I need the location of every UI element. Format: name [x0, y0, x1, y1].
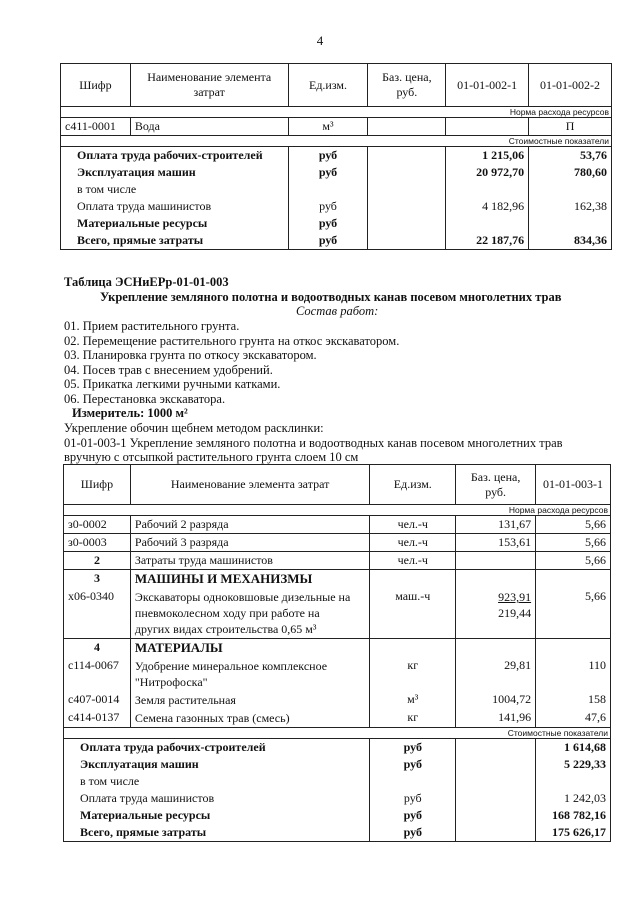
- header-col-1: 01-01-003-1: [536, 465, 611, 505]
- materials-section: [64, 639, 611, 658]
- table-row: [64, 709, 611, 728]
- cell-value-2: П: [529, 118, 612, 136]
- summary-name: Эксплуатация машин: [61, 164, 289, 181]
- cell-name: [130, 709, 369, 728]
- description-line-2: вручную с отсыпкой растительного грунта слоем 10 см: [64, 450, 359, 464]
- table-row: [64, 691, 611, 709]
- cell-name-line: Земля растительная: [134, 693, 236, 707]
- table-subtitle: Укрепление земляного полотна и водоотводных канав посевом многолетних трав: [100, 290, 562, 304]
- meter-label: Измеритель: 1000 м²: [72, 406, 188, 420]
- step-item: 03. Планировка грунта по откосу экскаватором.: [64, 348, 317, 363]
- header-unit: Ед.изм.: [370, 465, 456, 505]
- cell-value: 5,66: [536, 588, 611, 639]
- step-item: 02. Перемещение растительного грунта на откос экскаватором.: [64, 333, 400, 348]
- cell-code: з0-0002: [64, 516, 131, 534]
- cell-unit: чел.-ч: [370, 516, 456, 534]
- summary-row: [64, 739, 611, 757]
- summary-name: в том числе: [64, 773, 370, 790]
- cell-price: 131,67: [456, 516, 536, 534]
- header-col-2: 01-01-002-2: [529, 64, 612, 107]
- summary-name: Эксплуатация машин: [64, 756, 370, 773]
- header-name: Наименование элемента затрат: [130, 465, 369, 505]
- summary-name: Материальные ресурсы: [64, 807, 370, 824]
- cell-name: Затраты труда машинистов: [130, 552, 369, 570]
- summary-price: [456, 790, 536, 807]
- cell-price: [368, 118, 446, 136]
- summary-price: [368, 147, 446, 165]
- summary-price: [456, 807, 536, 824]
- table-title: Таблица ЭСНиЕРр-01-01-003: [64, 275, 229, 289]
- summary-price: [368, 215, 446, 232]
- summary-value-1: 1 215,06: [446, 147, 529, 165]
- summary-price: [456, 773, 536, 790]
- summary-name: Оплата труда машинистов: [61, 198, 289, 215]
- cell-code: 2: [64, 552, 131, 570]
- resource-table-2: [63, 464, 611, 842]
- cell-price: [456, 552, 536, 570]
- summary-value-1: 4 182,96: [446, 198, 529, 215]
- summary-name: Всего, прямые затраты: [64, 824, 370, 842]
- summary-unit: руб: [288, 164, 368, 181]
- step-item: 05. Прикатка легкими ручными катками.: [64, 377, 281, 392]
- cell-price: 1004,72: [456, 691, 536, 709]
- page-number: 4: [316, 33, 324, 48]
- cell-name: Рабочий 3 разряда: [130, 534, 369, 552]
- cell-unit: чел.-ч: [370, 552, 456, 570]
- composition-heading: Состав работ:: [296, 304, 379, 318]
- header-col-1: 01-01-002-1: [446, 64, 529, 107]
- summary-price: [368, 198, 446, 215]
- summary-name: Оплата труда рабочих-строителей: [64, 739, 370, 757]
- table-row: [64, 657, 611, 691]
- summary-value: [536, 773, 611, 790]
- summary-unit: руб: [370, 739, 456, 757]
- summary-row: [61, 164, 612, 181]
- cell-code: с411-0001: [61, 118, 131, 136]
- summary-unit: руб: [288, 147, 368, 165]
- cell-price: 141,96: [456, 709, 536, 728]
- cell-name-line: других видах строительства 0,65 м³: [134, 622, 317, 636]
- cell-name: Вода: [130, 118, 288, 136]
- summary-price: [368, 164, 446, 181]
- cell-name-line: пневмоколесном ходу при работе на: [134, 606, 320, 620]
- summary-value-2: [529, 215, 612, 232]
- cell-unit: кг: [370, 709, 456, 728]
- cell-value: 5,66: [536, 552, 611, 570]
- note-text: Укрепление обочин щебнем методом расклинки:: [64, 421, 324, 435]
- header-price: Баз. цена, руб.: [456, 465, 536, 505]
- cell-price: 29,81: [456, 657, 536, 691]
- cell-price: 153,61: [456, 534, 536, 552]
- summary-unit: руб: [370, 756, 456, 773]
- cost-label: Стоимостные показатели: [64, 728, 611, 739]
- summary-value: 5 229,33: [536, 756, 611, 773]
- summary-name: Оплата труда рабочих-строителей: [61, 147, 289, 165]
- summary-value-2: 780,60: [529, 164, 612, 181]
- step-item: 01. Прием растительного грунта.: [64, 319, 240, 333]
- summary-value: 168 782,16: [536, 807, 611, 824]
- cell-value: 5,66: [536, 534, 611, 552]
- summary-row: [64, 824, 611, 842]
- summary-row: [61, 215, 612, 232]
- cell-price: 219,44: [498, 606, 532, 620]
- table-row: [64, 552, 611, 570]
- cell-price: 923,91: [498, 590, 532, 604]
- summary-name: Всего, прямые затраты: [61, 232, 289, 250]
- cell-value: 47,6: [536, 709, 611, 728]
- cell-name: [130, 691, 369, 709]
- header-unit: Ед.изм.: [288, 64, 368, 107]
- resource-table-1: [60, 63, 612, 250]
- summary-unit: руб: [370, 824, 456, 842]
- cell-unit: маш.-ч: [370, 588, 456, 639]
- summary-unit: руб: [288, 215, 368, 232]
- summary-value-2: 53,76: [529, 147, 612, 165]
- summary-unit: руб: [288, 232, 368, 250]
- summary-row: [61, 198, 612, 215]
- norm-label: Норма расхода ресурсов: [64, 505, 611, 516]
- section-number: 3: [64, 570, 131, 589]
- cell-value-1: [446, 118, 529, 136]
- summary-price: [368, 232, 446, 250]
- summary-row: [61, 181, 612, 198]
- cell-code: с414-0137: [64, 709, 131, 728]
- header-name: Наименование элемента затрат: [130, 64, 288, 107]
- summary-row: [64, 807, 611, 824]
- summary-unit: руб: [370, 790, 456, 807]
- summary-row: [64, 773, 611, 790]
- summary-unit: [288, 181, 368, 198]
- cell-code: х06-0340: [64, 588, 131, 639]
- work-steps: [64, 319, 399, 407]
- summary-value-1: 20 972,70: [446, 164, 529, 181]
- cell-unit: м³: [288, 118, 368, 136]
- summary-value-1: [446, 181, 529, 198]
- cell-code: з0-0003: [64, 534, 131, 552]
- summary-price: [456, 739, 536, 757]
- summary-value: 1 242,03: [536, 790, 611, 807]
- cell-name-line: Семена газонных трав (смесь): [134, 711, 290, 725]
- cell-unit: чел.-ч: [370, 534, 456, 552]
- summary-value-2: 834,36: [529, 232, 612, 250]
- summary-row: [64, 756, 611, 773]
- header-code: Шифр: [61, 64, 131, 107]
- summary-row: [61, 232, 612, 250]
- cell-value: 5,66: [536, 516, 611, 534]
- table-row: [64, 588, 611, 639]
- summary-price: [456, 756, 536, 773]
- cell-code: с114-0067: [64, 657, 131, 691]
- table-row: [61, 118, 612, 136]
- section-title: МАТЕРИАЛЫ: [130, 639, 369, 658]
- step-item: 06. Перестановка экскаватора.: [64, 391, 226, 406]
- cell-name-line: Удобрение минеральное комплексное: [134, 659, 328, 673]
- cell-unit: м³: [370, 691, 456, 709]
- cell-value: 158: [536, 691, 611, 709]
- summary-unit: [370, 773, 456, 790]
- summary-value: 1 614,68: [536, 739, 611, 757]
- cell-code: с407-0014: [64, 691, 131, 709]
- table-row: [64, 534, 611, 552]
- summary-name: Оплата труда машинистов: [64, 790, 370, 807]
- summary-value: 175 626,17: [536, 824, 611, 842]
- summary-price: [368, 181, 446, 198]
- cell-name-line: Экскаваторы одноковшовые дизельные на: [134, 590, 351, 604]
- cell-name-line: "Нитрофоска": [134, 675, 208, 689]
- summary-name: Материальные ресурсы: [61, 215, 289, 232]
- summary-unit: руб: [370, 807, 456, 824]
- section-number: 4: [64, 639, 131, 658]
- cell-name: [130, 657, 369, 691]
- section-title: МАШИНЫ И МЕХАНИЗМЫ: [130, 570, 369, 589]
- summary-row: [64, 790, 611, 807]
- summary-value-2: [529, 181, 612, 198]
- cell-unit: кг: [370, 657, 456, 691]
- summary-value-1: [446, 215, 529, 232]
- machines-section: [64, 570, 611, 589]
- header-code: Шифр: [64, 465, 131, 505]
- cost-label: Стоимостные показатели: [61, 136, 612, 147]
- table-row: [64, 516, 611, 534]
- cell-value: 110: [536, 657, 611, 691]
- summary-name: в том числе: [61, 181, 289, 198]
- cell-name: Рабочий 2 разряда: [130, 516, 369, 534]
- header-price: Баз. цена, руб.: [368, 64, 446, 107]
- step-item: 04. Посев трав с внесением удобрений.: [64, 362, 273, 377]
- summary-price: [456, 824, 536, 842]
- summary-value-2: 162,38: [529, 198, 612, 215]
- summary-row: [61, 147, 612, 165]
- summary-unit: руб: [288, 198, 368, 215]
- summary-value-1: 22 187,76: [446, 232, 529, 250]
- norm-label: Норма расхода ресурсов: [61, 107, 612, 118]
- description-line-1: 01-01-003-1 Укрепление земляного полотна и водоотводных канав посевом многолетних трав: [64, 436, 563, 450]
